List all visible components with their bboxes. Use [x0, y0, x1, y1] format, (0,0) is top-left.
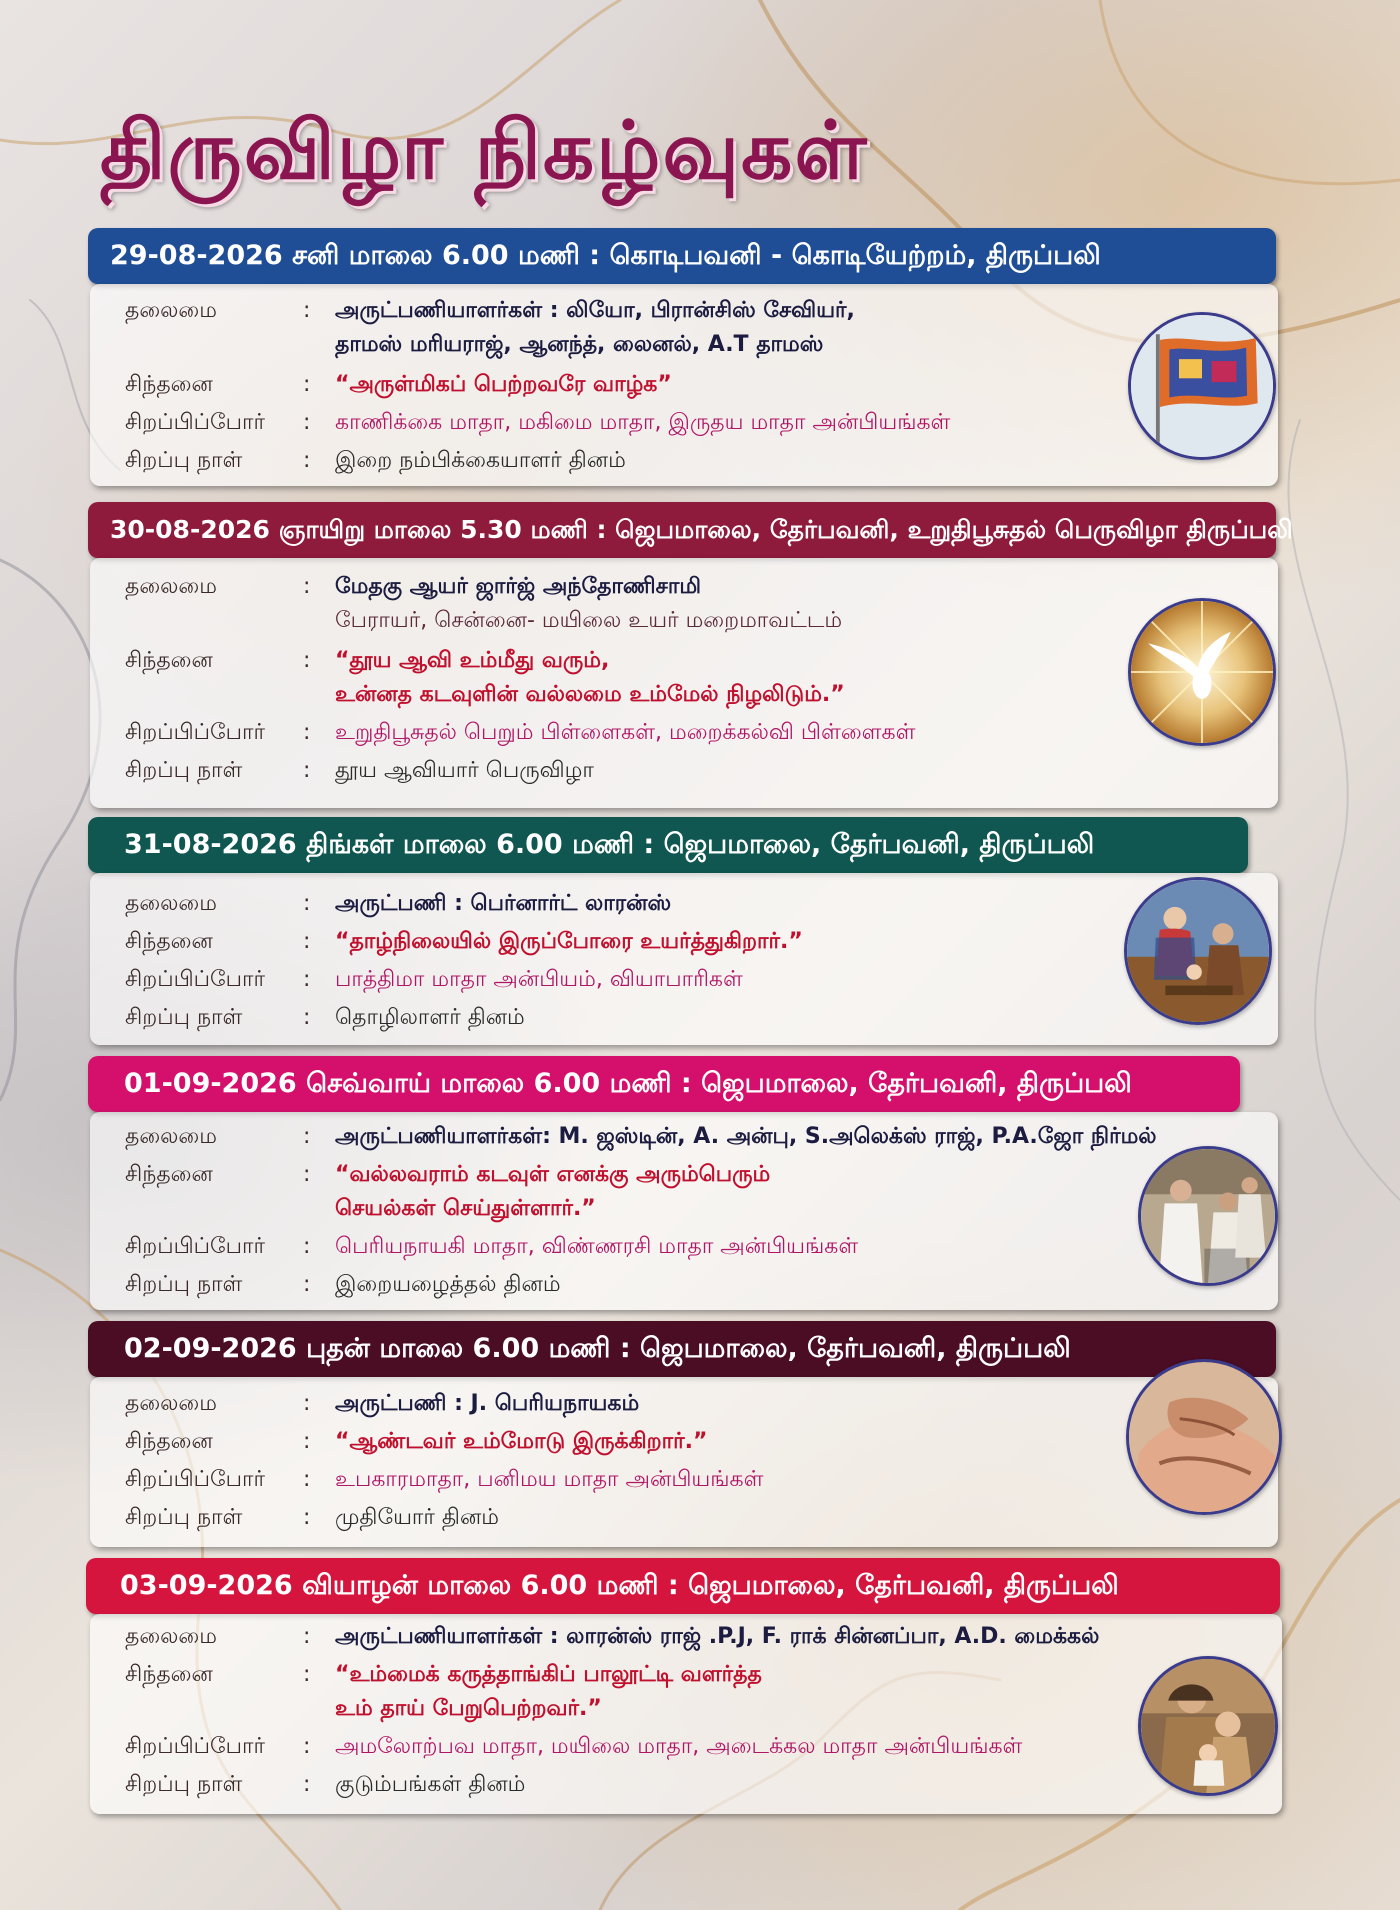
leader-label: தலைமை — [125, 1391, 217, 1416]
colon: : — [303, 1272, 311, 1297]
special-day-label: சிறப்பு நாள் — [125, 758, 243, 783]
colon: : — [303, 448, 311, 473]
special-day-value: இறை நம்பிக்கையாளர் தினம் — [335, 448, 626, 473]
leader-value: அருட்பணி : J. பெரியநாயகம் — [335, 1391, 640, 1416]
special-label: சிறப்பிப்போர் — [125, 410, 265, 435]
special-value: உபகாரமாதா, பனிமய மாதா அன்பியங்கள் — [335, 1467, 764, 1492]
leader-value: மேதகு ஆயர் ஜார்ஜ் அந்தோணிசாமி — [335, 574, 701, 599]
leader-label: தலைமை — [125, 574, 217, 599]
colon: : — [303, 1505, 311, 1530]
holding-hands-image — [1126, 1359, 1282, 1515]
day-details-card — [90, 1614, 1282, 1814]
thought-value: “வல்லவராம் கடவுள் எனக்கு அரும்பெரும் — [335, 1162, 771, 1187]
day-header: 01-09-2026 செவ்வாய் மாலை 6.00 மணி : ஜெபமாலை, தேர்பவனி, திருப்பலி — [88, 1056, 1240, 1112]
colon: : — [303, 1391, 311, 1416]
leader-label: தலைமை — [125, 891, 217, 916]
day-header: 03-09-2026 வியாழன் மாலை 6.00 மணி : ஜெபமாலை, தேர்பவனி, திருப்பலி — [86, 1558, 1280, 1614]
colon: : — [303, 1662, 311, 1687]
special-value: காணிக்கை மாதா, மகிமை மாதா, இருதய மாதா அன்பியங்கள் — [335, 410, 951, 435]
special-value: அமலோற்பவ மாதா, மயிலை மாதா, அடைக்கல மாதா அன்பியங்கள் — [335, 1734, 1023, 1759]
dove-image — [1128, 598, 1276, 746]
flag-image — [1128, 312, 1276, 460]
leader-label: தலைமை — [125, 1124, 217, 1149]
thought-value: “அருள்மிகப் பெற்றவரே வாழ்க” — [335, 372, 672, 397]
thought-value-line2: உம் தாய் பேறுபெற்றவர்.” — [335, 1696, 602, 1721]
leader-label: தலைமை — [125, 1624, 217, 1649]
thought-value: “தாழ்நிலையில் இருப்போரை உயர்த்துகிறார்.” — [335, 929, 803, 954]
ordination-image — [1138, 1146, 1278, 1286]
thought-label: சிந்தனை — [125, 1429, 213, 1454]
special-value: பெரியநாயகி மாதா, விண்ணரசி மாதா அன்பியங்கள் — [335, 1234, 859, 1259]
leader-value: அருட்பணி : பெர்னார்ட் லாரன்ஸ் — [335, 891, 672, 916]
special-label: சிறப்பிப்போர் — [125, 1734, 265, 1759]
thought-label: சிந்தனை — [125, 648, 213, 673]
special-day-value: தொழிலாளர் தினம் — [335, 1005, 525, 1030]
special-label: சிறப்பிப்போர் — [125, 967, 265, 992]
special-day-label: சிறப்பு நாள் — [125, 448, 243, 473]
thought-value-line2: செயல்கள் செய்துள்ளார்.” — [335, 1196, 596, 1221]
day-header: 30-08-2026 ஞாயிறு மாலை 5.30 மணி : ஜெபமாலை, தேர்பவனி, உறுதிபூசுதல் பெருவிழா திருப்பலி — [88, 502, 1276, 558]
thought-label: சிந்தனை — [125, 372, 213, 397]
colon: : — [303, 758, 311, 783]
leader-value: அருட்பணியாளர்கள் : லியோ, பிரான்சிஸ் சேவியர், — [335, 298, 855, 323]
thought-value-line2: உன்னத கடவுளின் வல்லமை உம்மேல் நிழலிடும்.” — [335, 682, 845, 707]
colon: : — [303, 1429, 311, 1454]
thought-value: “ஆண்டவர் உம்மோடு இருக்கிறார்.” — [335, 1429, 708, 1454]
special-day-label: சிறப்பு நாள் — [125, 1772, 243, 1797]
special-day-value: முதியோர் தினம் — [335, 1505, 499, 1530]
day-details-card — [90, 1377, 1278, 1547]
special-label: சிறப்பிப்போர் — [125, 1234, 265, 1259]
special-day-label: சிறப்பு நாள் — [125, 1272, 243, 1297]
leader-label: தலைமை — [125, 298, 217, 323]
family-image — [1138, 1656, 1278, 1796]
colon: : — [303, 1005, 311, 1030]
special-value: உறுதிபூசுதல் பெறும் பிள்ளைகள், மறைக்கல்வி பிள்ளைகள் — [335, 720, 916, 745]
colon: : — [303, 929, 311, 954]
thought-label: சிந்தனை — [125, 1162, 213, 1187]
colon: : — [303, 410, 311, 435]
leader-value: அருட்பணியாளர்கள் : லாரன்ஸ் ராஜ் .P.J, F. ராக் சின்னப்பா, A.D. மைக்கல் — [335, 1624, 1100, 1649]
page-title: திருவிழா நிகழ்வுகள் — [100, 103, 869, 197]
special-day-value: இறையழைத்தல் தினம் — [335, 1272, 561, 1297]
day-header: 29-08-2026 சனி மாலை 6.00 மணி : கொடிபவனி - கொடியேற்றம், திருப்பலி — [88, 228, 1276, 284]
thought-value: “உம்மைக் கருத்தாங்கிப் பாலூட்டி வளர்த்த — [335, 1662, 762, 1687]
thought-value: “தூய ஆவி உம்மீது வரும், — [335, 648, 610, 673]
colon: : — [303, 1234, 311, 1259]
special-value: பாத்திமா மாதா அன்பியம், வியாபாரிகள் — [335, 967, 743, 992]
leader-value: அருட்பணியாளர்கள்: M. ஜஸ்டின், A. அன்பு, S.அலெக்ஸ் ராஜ், P.A.ஜோ நிர்மல் — [335, 1124, 1157, 1149]
colon: : — [303, 1162, 311, 1187]
special-day-value: குடும்பங்கள் தினம் — [335, 1772, 526, 1797]
colon: : — [303, 1624, 311, 1649]
thought-label: சிந்தனை — [125, 1662, 213, 1687]
day-header: 02-09-2026 புதன் மாலை 6.00 மணி : ஜெபமாலை, தேர்பவனி, திருப்பலி — [88, 1321, 1276, 1377]
colon: : — [303, 1124, 311, 1149]
day-details-card — [90, 558, 1278, 808]
special-label: சிறப்பிப்போர் — [125, 1467, 265, 1492]
day-details-card — [90, 1112, 1278, 1310]
day-header: 31-08-2026 திங்கள் மாலை 6.00 மணி : ஜெபமாலை, தேர்பவனி, திருப்பலி — [88, 817, 1248, 873]
special-day-label: சிறப்பு நாள் — [125, 1005, 243, 1030]
colon: : — [303, 720, 311, 745]
colon: : — [303, 891, 311, 916]
holy-family-workshop-image — [1124, 877, 1272, 1025]
colon: : — [303, 298, 311, 323]
colon: : — [303, 648, 311, 673]
day-details-card — [90, 873, 1278, 1045]
leader-value-line2: தாமஸ் மரியராஜ், ஆனந்த், லைனல், A.T தாமஸ் — [335, 332, 824, 357]
special-label: சிறப்பிப்போர் — [125, 720, 265, 745]
thought-label: சிந்தனை — [125, 929, 213, 954]
leader-value-line2: பேராயர், சென்னை- மயிலை உயர் மறைமாவட்டம் — [335, 608, 843, 633]
day-details-card — [90, 284, 1278, 486]
colon: : — [303, 967, 311, 992]
colon: : — [303, 1772, 311, 1797]
colon: : — [303, 372, 311, 397]
special-day-value: தூய ஆவியார் பெருவிழா — [335, 758, 594, 783]
colon: : — [303, 1467, 311, 1492]
colon: : — [303, 574, 311, 599]
colon: : — [303, 1734, 311, 1759]
special-day-label: சிறப்பு நாள் — [125, 1505, 243, 1530]
